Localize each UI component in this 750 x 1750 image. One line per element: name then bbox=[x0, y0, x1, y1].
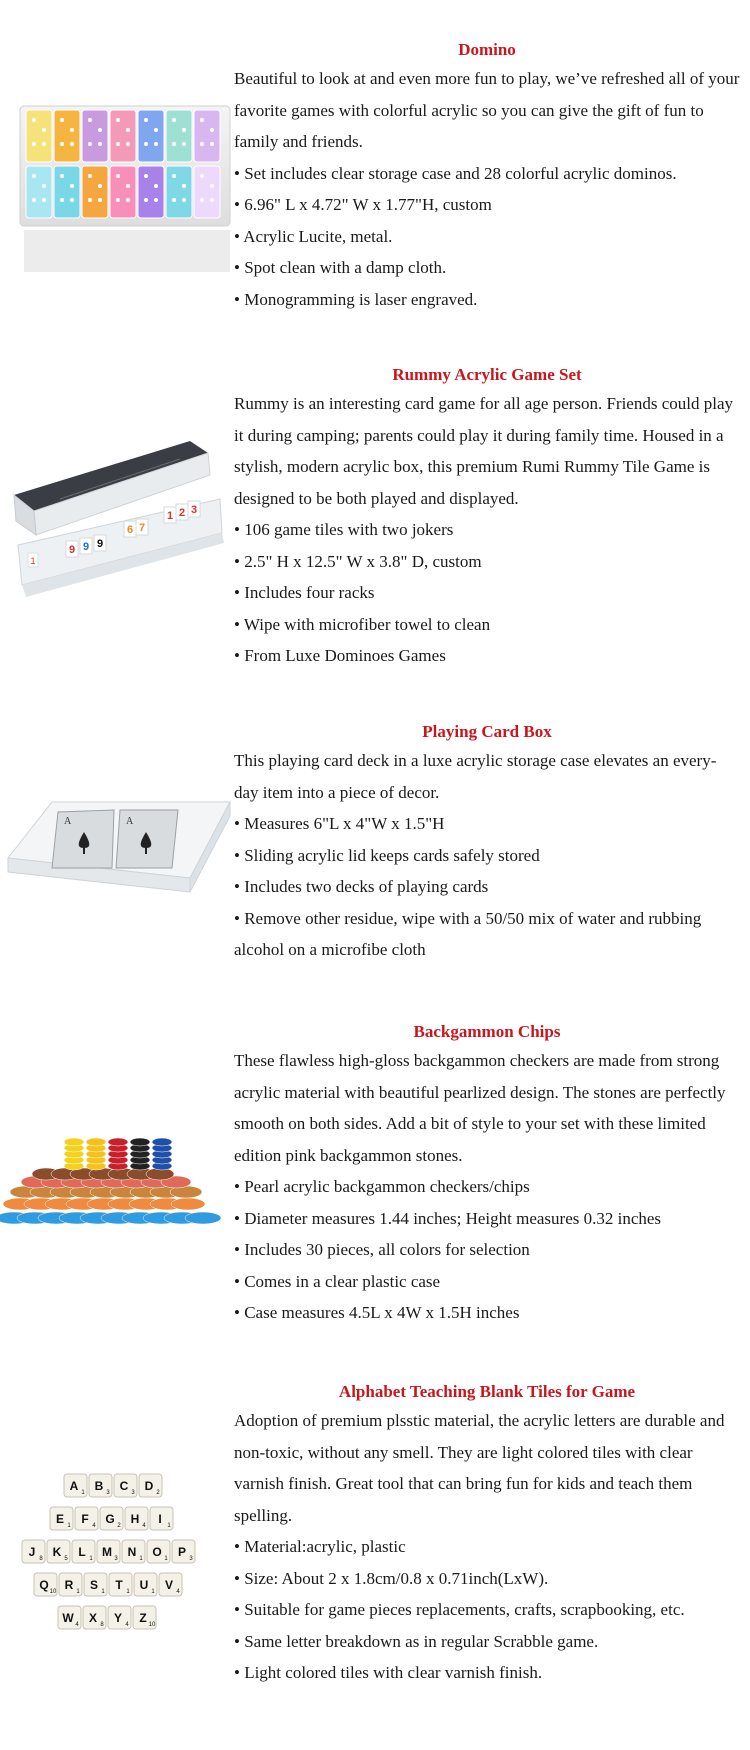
letter-tile-letter: E bbox=[55, 1512, 65, 1526]
domino-pip bbox=[210, 128, 214, 132]
letter-tile-letter: M bbox=[102, 1545, 112, 1559]
letter-tile-letter: U bbox=[139, 1578, 149, 1592]
domino-pip bbox=[172, 174, 176, 178]
domino-piece bbox=[194, 110, 220, 162]
letter-tile-score: 4 bbox=[142, 1523, 146, 1529]
domino-pip bbox=[200, 174, 204, 178]
domino-piece bbox=[26, 166, 52, 218]
letter-tile-score: 1 bbox=[167, 1523, 171, 1529]
rummy-set-image bbox=[0, 435, 234, 625]
section-title: Rummy Acrylic Game Set bbox=[392, 365, 582, 384]
product-section-domino bbox=[0, 0, 750, 320]
letter-tile-letter: C bbox=[119, 1479, 129, 1493]
domino-pip bbox=[144, 198, 148, 202]
svg-text:1: 1 bbox=[30, 556, 36, 566]
letter-tile-score: 10 bbox=[148, 1622, 156, 1628]
letter-tile-score: 8 bbox=[39, 1556, 43, 1562]
letter-tile-score: 2 bbox=[156, 1490, 160, 1496]
letter-tile-score: 4 bbox=[92, 1523, 96, 1529]
product-section-backgammon-chips bbox=[0, 1020, 750, 1340]
bullet-item: • 106 game tiles with two jokers bbox=[234, 520, 454, 539]
domino-pip bbox=[116, 118, 120, 122]
section-description: Beautiful to look at and even more fun to play, we’ve refreshed all of your favorite games with colorful acrylic so you can give the gift of fun to family and friends. bbox=[234, 69, 740, 151]
domino-piece bbox=[194, 166, 220, 218]
section-description: This playing card deck in a luxe acrylic storage case elevates an every-day item into a piece of decor. bbox=[234, 751, 717, 802]
bullet-item: • Includes four racks bbox=[234, 583, 375, 602]
backgammon-chip bbox=[171, 1198, 205, 1210]
section-title: Playing Card Box bbox=[422, 722, 552, 741]
domino-pip bbox=[70, 142, 74, 146]
domino-piece bbox=[166, 166, 192, 218]
bullet-item: • Material:acrylic, plastic bbox=[234, 1537, 406, 1556]
domino-pip bbox=[182, 128, 186, 132]
rummy-tile-number: 9 bbox=[82, 541, 90, 553]
letter-tile-letter: F bbox=[81, 1512, 89, 1526]
bullet-item: • 2.5" H x 12.5" W x 3.8" D, custom bbox=[234, 551, 482, 571]
backgammon-chip-stack bbox=[64, 1138, 84, 1146]
domino-pip bbox=[88, 118, 92, 122]
domino-pip bbox=[200, 142, 204, 146]
domino-piece bbox=[110, 166, 136, 218]
section-title: Domino bbox=[458, 40, 516, 59]
domino-pip bbox=[60, 198, 64, 202]
letter-tile-letter: A bbox=[69, 1479, 79, 1493]
letter-tile-score: 3 bbox=[114, 1556, 118, 1562]
bullet-item: • Size: About 2 x 1.8cm/0.8 x 0.71inch(LxW). bbox=[234, 1568, 549, 1588]
letter-tile-score: 1 bbox=[76, 1589, 80, 1595]
svg-text:A: A bbox=[126, 816, 134, 827]
bullet-item: • Pearl acrylic backgammon checkers/chips bbox=[234, 1177, 530, 1196]
domino-pip bbox=[70, 198, 74, 202]
domino-pip bbox=[88, 198, 92, 202]
domino-pip bbox=[182, 184, 186, 188]
domino-pip bbox=[116, 174, 120, 178]
backgammon-chips-text bbox=[234, 1022, 740, 1329]
letter-tile-letter: W bbox=[62, 1611, 74, 1625]
domino-piece bbox=[82, 166, 108, 218]
bullet-item: • Case measures 4.5L x 4W x 1.5H inches bbox=[234, 1303, 520, 1322]
bullet-item: • Wipe with microfiber towel to clean bbox=[234, 614, 491, 634]
domino-text bbox=[234, 40, 740, 315]
domino-pip bbox=[154, 184, 158, 188]
letter-tile-letter: X bbox=[88, 1611, 98, 1625]
letter-tile-letter: I bbox=[158, 1512, 162, 1526]
letter-tile-score: 1 bbox=[139, 1556, 143, 1562]
svg-text:A: A bbox=[64, 816, 72, 827]
letter-tile-letter: K bbox=[52, 1545, 62, 1559]
letter-tile-letter: V bbox=[164, 1578, 174, 1592]
bullet-item: • Spot clean with a damp cloth. bbox=[234, 258, 447, 277]
section-title: Backgammon Chips bbox=[413, 1022, 561, 1041]
bullet-item: • Same letter breakdown as in regular Scrabble game. bbox=[234, 1631, 599, 1651]
domino-pip bbox=[144, 142, 148, 146]
section-description: Rummy is an interesting card game for all age person. Friends could play it during camping; parents could play it during family time. Housed in a stylish, modern acrylic box, this premium Rumi Rummy Tile Game is designed to be both played and displayed. bbox=[234, 394, 734, 508]
domino-pip bbox=[126, 128, 130, 132]
letter-tile-score: 2 bbox=[117, 1523, 121, 1529]
backgammon-chip-stack bbox=[152, 1138, 172, 1146]
letter-tile-letter: O bbox=[152, 1545, 162, 1559]
domino-pip bbox=[88, 142, 92, 146]
letter-tile-letter: D bbox=[144, 1479, 154, 1493]
letter-tile-letter: B bbox=[94, 1479, 104, 1493]
backgammon-chip-stack bbox=[130, 1138, 150, 1146]
product-section-alphabet-tiles bbox=[0, 1382, 750, 1742]
letter-tile-letter: N bbox=[127, 1545, 137, 1559]
bullet-item: • Sliding acrylic lid keeps cards safely stored bbox=[234, 845, 540, 865]
section-description: Adoption of premium plsstic material, the acrylic letters are durable and non-toxic, without any smell. They are light colored tiles with clear varnish finish. Great tool that can bring fun for kids and teach them spelling. bbox=[234, 1411, 725, 1525]
domino-pip bbox=[32, 174, 36, 178]
rummy-tile-number: 7 bbox=[138, 522, 146, 534]
domino-pip bbox=[60, 118, 64, 122]
section-description: These flawless high-gloss backgammon checkers are made from strong acrylic material with beautiful pearlized design. The stones are perfectly smooth on both sides. Add a bit of style to your set with these limited edition pink backgammon stones. bbox=[234, 1051, 726, 1165]
domino-pip bbox=[98, 184, 102, 188]
letter-tile-letter: R bbox=[64, 1578, 74, 1592]
letter-tile-score: 4 bbox=[75, 1622, 79, 1628]
domino-pip bbox=[126, 184, 130, 188]
bullet-item: • Acrylic Lucite, metal. bbox=[234, 226, 393, 246]
letter-tile-letter: Q bbox=[39, 1578, 49, 1592]
domino-pip bbox=[154, 128, 158, 132]
letter-tile-score: 1 bbox=[151, 1589, 155, 1595]
bullet-item: • Includes two decks of playing cards bbox=[234, 877, 489, 896]
letter-tile-letter: G bbox=[105, 1512, 115, 1526]
domino-pip bbox=[98, 198, 102, 202]
letter-tile-letter: H bbox=[130, 1512, 140, 1526]
domino-pip bbox=[182, 142, 186, 146]
domino-pip bbox=[98, 142, 102, 146]
letter-tile-letter: J bbox=[28, 1545, 36, 1559]
bullet-item: • Monogramming is laser engraved. bbox=[234, 289, 478, 309]
domino-pip bbox=[32, 118, 36, 122]
rummy-tile-number: 1 bbox=[166, 510, 174, 522]
domino-piece bbox=[166, 110, 192, 162]
domino-pip bbox=[116, 198, 120, 202]
rummy-tile-number: 2 bbox=[178, 507, 186, 519]
alphabet-tiles-image bbox=[0, 1466, 234, 1646]
domino-pip bbox=[200, 198, 204, 202]
backgammon-chip bbox=[185, 1212, 221, 1224]
backgammon-chip-stack bbox=[86, 1138, 106, 1146]
rummy-tile-number: 3 bbox=[190, 504, 198, 516]
bullet-item: • Measures 6"L x 4"W x 1.5"H bbox=[234, 814, 445, 833]
letter-tile-score: 3 bbox=[189, 1556, 193, 1562]
section-title: Alphabet Teaching Blank Tiles for Game bbox=[338, 1382, 636, 1401]
rummy-tile-number: 9 bbox=[68, 544, 76, 556]
domino-piece bbox=[54, 110, 80, 162]
letter-tile-letter: L bbox=[78, 1545, 86, 1559]
letter-tile-letter: Z bbox=[139, 1611, 147, 1625]
domino-pip bbox=[200, 118, 204, 122]
domino-pip bbox=[210, 184, 214, 188]
domino-piece bbox=[26, 110, 52, 162]
letter-tile-score: 4 bbox=[125, 1622, 129, 1628]
letter-tile-score: 1 bbox=[81, 1490, 85, 1496]
letter-tile-letter: S bbox=[89, 1578, 99, 1592]
letter-tile-letter: Y bbox=[113, 1611, 123, 1625]
product-section-playing-card-box bbox=[0, 722, 750, 982]
letter-tile-score: 1 bbox=[164, 1556, 168, 1562]
domino-pip bbox=[116, 142, 120, 146]
bullet-item: • Set includes clear storage case and 28 colorful acrylic dominos. bbox=[234, 163, 677, 183]
domino-pip bbox=[98, 128, 102, 132]
domino-pip bbox=[88, 174, 92, 178]
domino-pip bbox=[126, 198, 130, 202]
domino-pip bbox=[32, 142, 36, 146]
letter-tile-score: 1 bbox=[101, 1589, 105, 1595]
bullet-item: • Light colored tiles with clear varnish finish. bbox=[234, 1663, 543, 1682]
domino-piece bbox=[138, 110, 164, 162]
domino-pip bbox=[126, 142, 130, 146]
letter-tile-score: 4 bbox=[176, 1589, 180, 1595]
letter-tile-letter: T bbox=[115, 1578, 123, 1592]
domino-pip bbox=[154, 142, 158, 146]
bullet-item: • 6.96" L x 4.72" W x 1.77"H, custom bbox=[234, 195, 492, 214]
domino-pip bbox=[42, 184, 46, 188]
bullet-item: • Suitable for game pieces replacements, crafts, scrapbooking, etc. bbox=[234, 1600, 685, 1619]
domino-pip bbox=[172, 118, 176, 122]
domino-pip bbox=[32, 198, 36, 202]
domino-pip bbox=[60, 142, 64, 146]
domino-piece bbox=[138, 166, 164, 218]
product-section-rummy bbox=[0, 325, 750, 695]
domino-pip bbox=[70, 128, 74, 132]
bullet-item: • Diameter measures 1.44 inches; Height measures 0.32 inches bbox=[234, 1208, 662, 1228]
bullet-item: • Includes 30 pieces, all colors for selection bbox=[234, 1240, 530, 1259]
letter-tile-letter: P bbox=[177, 1545, 187, 1559]
domino-pip bbox=[154, 198, 158, 202]
domino-pip bbox=[144, 174, 148, 178]
domino-pip bbox=[182, 198, 186, 202]
domino-pip bbox=[144, 118, 148, 122]
bullet-item: • Remove other residue, wipe with a 50/50 mix of water and rubbing alcohol on a microfibe cloth bbox=[234, 908, 702, 959]
domino-pip bbox=[172, 198, 176, 202]
letter-tile-score: 5 bbox=[64, 1556, 68, 1562]
domino-pip bbox=[42, 128, 46, 132]
backgammon-chips-image bbox=[0, 1100, 234, 1230]
domino-pip bbox=[42, 198, 46, 202]
letter-tile-score: 1 bbox=[126, 1589, 130, 1595]
backgammon-chip-stack bbox=[108, 1138, 128, 1146]
alphabet-tiles-text bbox=[234, 1382, 740, 1689]
domino-pip bbox=[210, 198, 214, 202]
letter-tile-score: 8 bbox=[100, 1622, 104, 1628]
domino-pip bbox=[210, 142, 214, 146]
bullet-item: • Comes in a clear plastic case bbox=[234, 1271, 441, 1291]
domino-piece bbox=[54, 166, 80, 218]
domino-pip bbox=[42, 142, 46, 146]
domino-piece bbox=[82, 110, 108, 162]
playing-card-box-image bbox=[0, 788, 234, 908]
domino-set-image bbox=[0, 100, 234, 280]
bullet-item: • From Luxe Dominoes Games bbox=[234, 646, 446, 665]
rummy-text bbox=[234, 365, 740, 672]
domino-pip bbox=[60, 174, 64, 178]
letter-tile-score: 3 bbox=[131, 1490, 135, 1496]
domino-pip bbox=[70, 184, 74, 188]
playing-card-box-text bbox=[234, 722, 740, 966]
letter-tile-score: 1 bbox=[67, 1523, 71, 1529]
rummy-tile-number: 6 bbox=[126, 524, 134, 536]
rummy-tile-number: 9 bbox=[96, 538, 104, 550]
letter-tile-score: 3 bbox=[106, 1490, 110, 1496]
domino-piece bbox=[110, 110, 136, 162]
domino-pip bbox=[172, 142, 176, 146]
letter-tile-score: 10 bbox=[49, 1589, 57, 1595]
letter-tile-score: 1 bbox=[89, 1556, 93, 1562]
